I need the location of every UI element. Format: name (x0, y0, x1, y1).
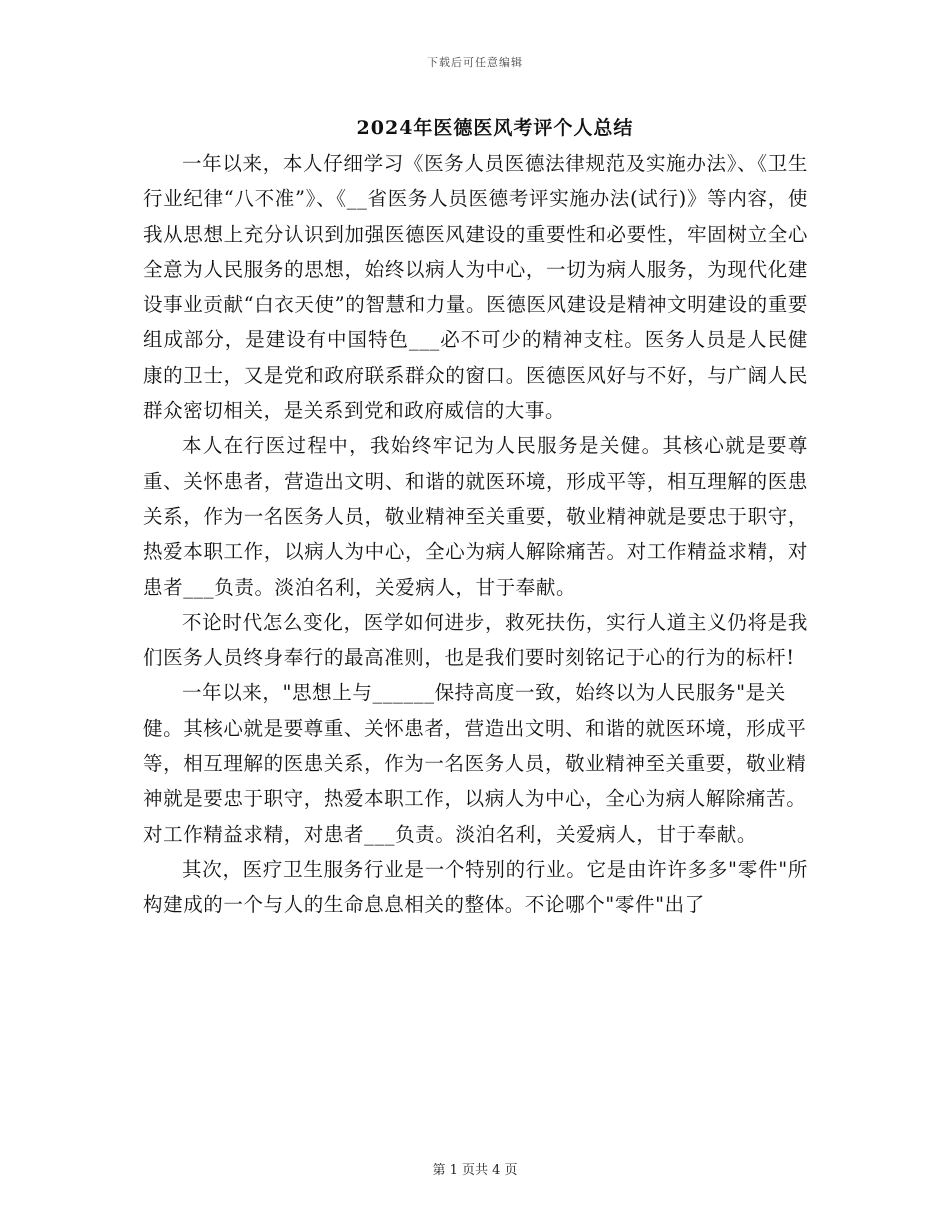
paragraph-5: 其次，医疗卫生服务行业是一个特别的行业。它是由许许多多"零件"所构建成的一个与人的生命息息相关的整体。不论哪个"零件"出了 (143, 857, 808, 917)
paragraph-2: 本人在行医过程中，我始终牢记为人民服务是关健。其核心就是要尊重、关怀患者，营造出文明、和谐的就医环境，形成平等，相互理解的医患关系，作为一名医务人员，敬业精神至关重要，敬业精神就是要忠于职守，热爱本职工作，以病人为中心，全心为病人解除痛苦。对工作精益求精，对患者___负责。淡泊名利，关爱病人，甘于奉献。 (143, 434, 808, 599)
paragraph-4: 一年以来，"思想上与______保持高度一致，始终以为人民服务"是关健。其核心就是要尊重、关怀患者，营造出文明、和谐的就医环境，形成平等，相互理解的医患关系，作为一名医务人员，敬业精神至关重要，敬业精神就是要忠于职守，热爱本职工作，以病人为中心，全心为病人解除痛苦。对工作精益求精，对患者___负责。淡泊名利，关爱病人，甘于奉献。 (143, 681, 807, 846)
header-note: 下载后可任意编辑 (427, 56, 523, 69)
paragraph-3: 不论时代怎么变化，医学如何进步，救死扶伤，实行人道主义仍将是我们医务人员终身奉行的最高准则，也是我们要时刻铭记于心的行为的标杆! (143, 610, 808, 670)
page-number: 第 1 页共 4 页 (432, 1163, 518, 1178)
document-body (143, 146, 808, 923)
document-title: 2024年医德医风考评个人总结 (356, 117, 634, 139)
paragraph-1: 一年以来，本人仔细学习《医务人员医德法律规范及实施办法》、《卫生行业纪律“八不准”》、《__省医务人员医德考评实施办法(试行)》等内容，使我从思想上充分认识到加强医德医风建设的重要性和必要性，牢固树立全心全意为人民服务的思想，始终以病人为中心，一切为病人服务，为现代化建设事业贡献“白衣天使”的智慧和力量。医德医风建设是精神文明建设的重要组成部分，是建设有中国特色___必不可少的精神支柱。医务人员是人民健康的卫士，又是党和政府联系群众的窗口。医德医风好与不好，与广阔人民群众密切相关，是关系到党和政府威信的大事。 (143, 152, 808, 423)
